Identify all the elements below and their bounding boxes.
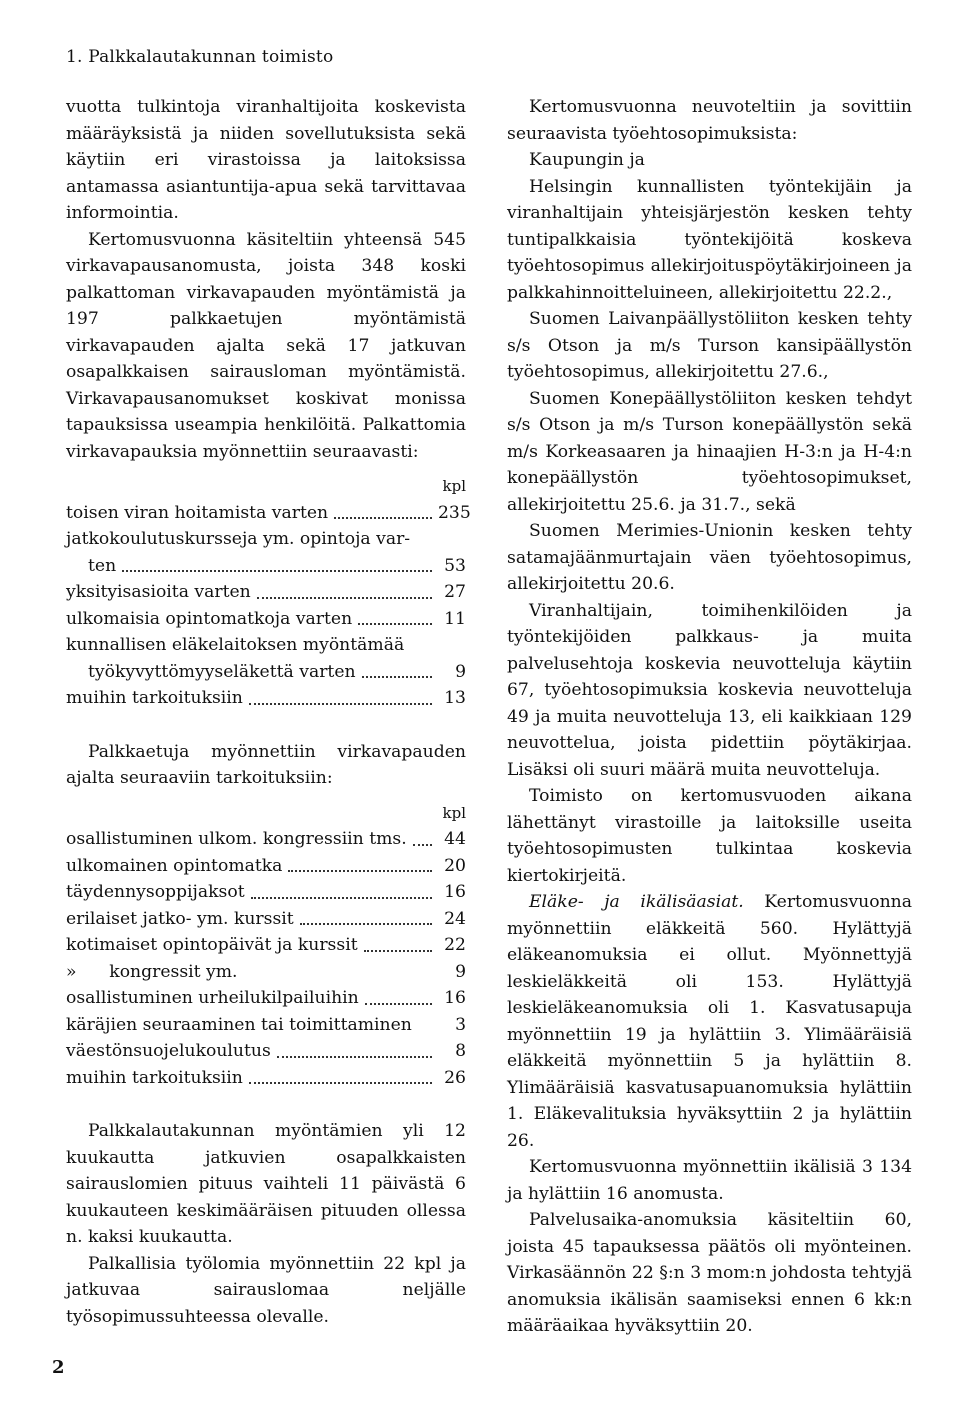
- item-label-cont: työkyvyttömyyseläkettä varten: [88, 661, 356, 682]
- item-value: 3: [455, 1014, 466, 1035]
- intro-paragraph: vuotta tulkintoja viranhaltijoita koskevista määräyksistä ja niiden sovellutuksista sekä käytiin eri virastoissa ja laitoksissa antamassa asiantuntija-apua sekä tarvittavaa informointia.: [66, 97, 466, 223]
- item-value: 20: [444, 855, 466, 876]
- agreement-item: Suomen Laivanpäällystöliiton kesken tehty s/s Otson ja m/s Turson kansipäällystön työehtosopimus, allekirjoitettu 27.6.,: [507, 309, 912, 382]
- item-label: erilaiset jatko- ym. kurssit: [66, 908, 294, 929]
- item-label: kotimaiset opintopäivät ja kurssit: [66, 935, 358, 955]
- list-item: [66, 632, 466, 685]
- item-label: täydennysoppijaksot: [66, 882, 245, 902]
- item-value: 24: [444, 908, 466, 929]
- item-label: jatkokoulutuskursseja ym. opintoja var-: [66, 529, 411, 549]
- item-value: 9: [455, 661, 466, 682]
- circulars-paragraph: Toimisto on kertomusvuoden aikana lähettänyt virastoille ja laitoksille useita työehtosopimusten tulkintaa koskevia kiertokirjeitä.: [507, 786, 912, 886]
- item-label: osallistuminen ulkom. kongressiin tms.: [66, 829, 407, 849]
- page-number: 2: [52, 1357, 65, 1378]
- item-label: muihin tarkoituksiin: [66, 1067, 243, 1088]
- age-supplement-paragraph: Kertomusvuonna myönnettiin ikälisiä 3 134 ja hylättiin 16 anomusta.: [507, 1157, 912, 1204]
- left-column: [66, 94, 471, 1330]
- item-label-cont: ten: [88, 555, 117, 576]
- sick-leave-paragraph: Palkkalautakunnan myöntämien yli 12 kuukautta jatkuvien osapalkkaisten sairauslomien pituus vaihteli 11 päivästä 6 kuukauteen keskimääräisen pituuden ollessa n. kaksi kuukautta.: [66, 1121, 466, 1247]
- pensions-text: Kertomusvuonna myönnettiin eläkkeitä 560. Hylättyjä eläkeanomuksia ei ollut. Myönnettyjä leskieläkkeitä oli 153. Hylättyjä leskieläkeanomuksia oli 1. Kasvatusapuja myönnettiin 19 ja hylättiin 3. Ylimääräisiä eläkkeitä myönnettiin 5 ja hylättiin 8. Ylimääräisiä kasvatusapuanomuksia hylättiin 1. Eläkevalituksia hyväksyttiin 2 ja hylättiin 26.: [507, 892, 912, 1151]
- agreement-item: Helsingin kunnallisten työntekijäin ja viranhaltijain yhteisjärjestön kesken tehty tuntipalkkaisia työntekijöitä koskeva työehtosopimus allekirjoituspöytäkirjoineen ja palkkahinnoitteluineen, allekirjoitettu 22.2.,: [507, 176, 912, 303]
- unit-label: kpl: [442, 477, 466, 495]
- item-value: 53: [444, 555, 466, 576]
- unpaid-leave-list: [66, 500, 471, 712]
- list-item: [66, 1012, 466, 1039]
- list-item: [66, 1065, 466, 1092]
- item-label: ulkomainen opintomatka: [66, 855, 283, 876]
- item-label: osallistuminen urheilukilpailuihin: [66, 988, 359, 1008]
- agreement-item: Suomen Konepäällystöliiton kesken tehdyt s/s Otson ja m/s Turson konepäällystön sekä m/s Korkeasaaren ja hinaajien H-3:n ja H-4:n konepäällystön työehtosopimukset, allekirjoitettu 25.6. ja 31.7., sekä: [507, 388, 912, 515]
- negotiations-paragraph: Viranhaltijain, toimihenkilöiden ja työntekijöiden palkkaus- ja muita palvelusehtoja koskevia neuvotteluja käytiin 67, työehtosopimuksia koskevia neuvotteluja 49 ja muita neuvotteluja 13, eli kaikkiaan 129 neuvottelua, joista pidettiin pöytäkirjaa. Lisäksi oli suuri määrä muita neuvotteluja.: [507, 600, 912, 780]
- pensions-paragraph: [507, 889, 912, 1154]
- agreement-item: Suomen Merimies-Unionin kesken tehty satamajäänmurtajain väen työehtosopimus, allekirjoitettu 20.6.: [507, 521, 912, 594]
- list-item: [66, 879, 466, 906]
- item-value: 11: [444, 608, 466, 629]
- item-label: käräjien seuraaminen tai toimittaminen: [66, 1014, 412, 1035]
- agreements-intro: Kertomusvuonna neuvoteltiin ja sovittiin seuraavista työehtosopimuksista:: [507, 97, 912, 144]
- item-value: 16: [444, 882, 466, 902]
- list-item: [66, 985, 466, 1012]
- item-value: 22: [444, 935, 466, 955]
- item-label: muihin tarkoituksiin: [66, 688, 243, 708]
- list-item: [66, 500, 471, 527]
- agreement-party: Kaupungin ja: [529, 150, 645, 170]
- work-leave-paragraph: Palkallisia työlomia myönnettiin 22 kpl ja jatkuvaa sairauslomaa neljälle työsopimussuhteessa olevalle.: [66, 1253, 466, 1327]
- list-item: [66, 1038, 466, 1065]
- section-heading: Eläke- ja ikälisäasiat.: [529, 892, 744, 912]
- right-column: [507, 94, 912, 1340]
- list-item: [66, 959, 466, 986]
- unit-label: kpl: [442, 803, 466, 822]
- item-value: 44: [444, 829, 466, 849]
- item-label: kunnallisen eläkelaitoksen myöntämää: [66, 635, 405, 655]
- item-label: väestönsuojelukoulutus: [66, 1041, 271, 1061]
- item-label: toisen viran hoitamista varten: [66, 502, 329, 523]
- list-item: [66, 826, 466, 853]
- list-item: [66, 526, 466, 579]
- paid-leave-paragraph: Palkkaetuja myönnettiin virkavapauden ajalta seuraaviin tarkoituksiin:: [66, 741, 466, 788]
- item-label: » kongressit ym.: [66, 961, 238, 982]
- item-value: 235: [438, 502, 471, 523]
- item-value: 26: [444, 1067, 466, 1088]
- item-value: 27: [444, 582, 466, 602]
- leave-paragraph: Kertomusvuonna käsiteltiin yhteensä 545 virkavapausanomusta, joista 348 koski palkattoman virkavapauden myöntämistä ja 197 palkkaetujen myöntämistä virkavapauden ajalta sekä 17 jatkuvan osapalkkaisen sairausloman myöntämistä. Virkavapausanomukset koskivat monissa tapauksissa useampia henkilöitä. Palkattomia virkavapauksia myönnettiin seuraavasti:: [66, 229, 466, 462]
- running-header: 1. Palkkalautakunnan toimisto: [66, 47, 334, 67]
- list-item: [66, 579, 466, 606]
- item-value: 16: [444, 988, 466, 1008]
- item-value: 8: [455, 1041, 466, 1061]
- list-item: [66, 606, 466, 633]
- service-time-paragraph: Palvelusaika-anomuksia käsiteltiin 60, joista 45 tapauksessa päätös oli myönteinen. Virkasäännön 22 §:n 3 mom:n johdosta tehtyjä anomuksia ikälisän saamiseksi ennen 6 kk:n määräaikaa hyväksyttiin 20.: [507, 1210, 912, 1336]
- paid-leave-list: [66, 826, 466, 1091]
- list-item: [66, 932, 466, 959]
- item-label: yksityisasioita varten: [66, 582, 251, 602]
- item-value: 13: [444, 688, 466, 708]
- list-item: [66, 853, 466, 880]
- item-value: 9: [455, 961, 466, 982]
- list-item: [66, 906, 466, 933]
- list-item: [66, 685, 466, 712]
- item-label: ulkomaisia opintomatkoja varten: [66, 608, 353, 629]
